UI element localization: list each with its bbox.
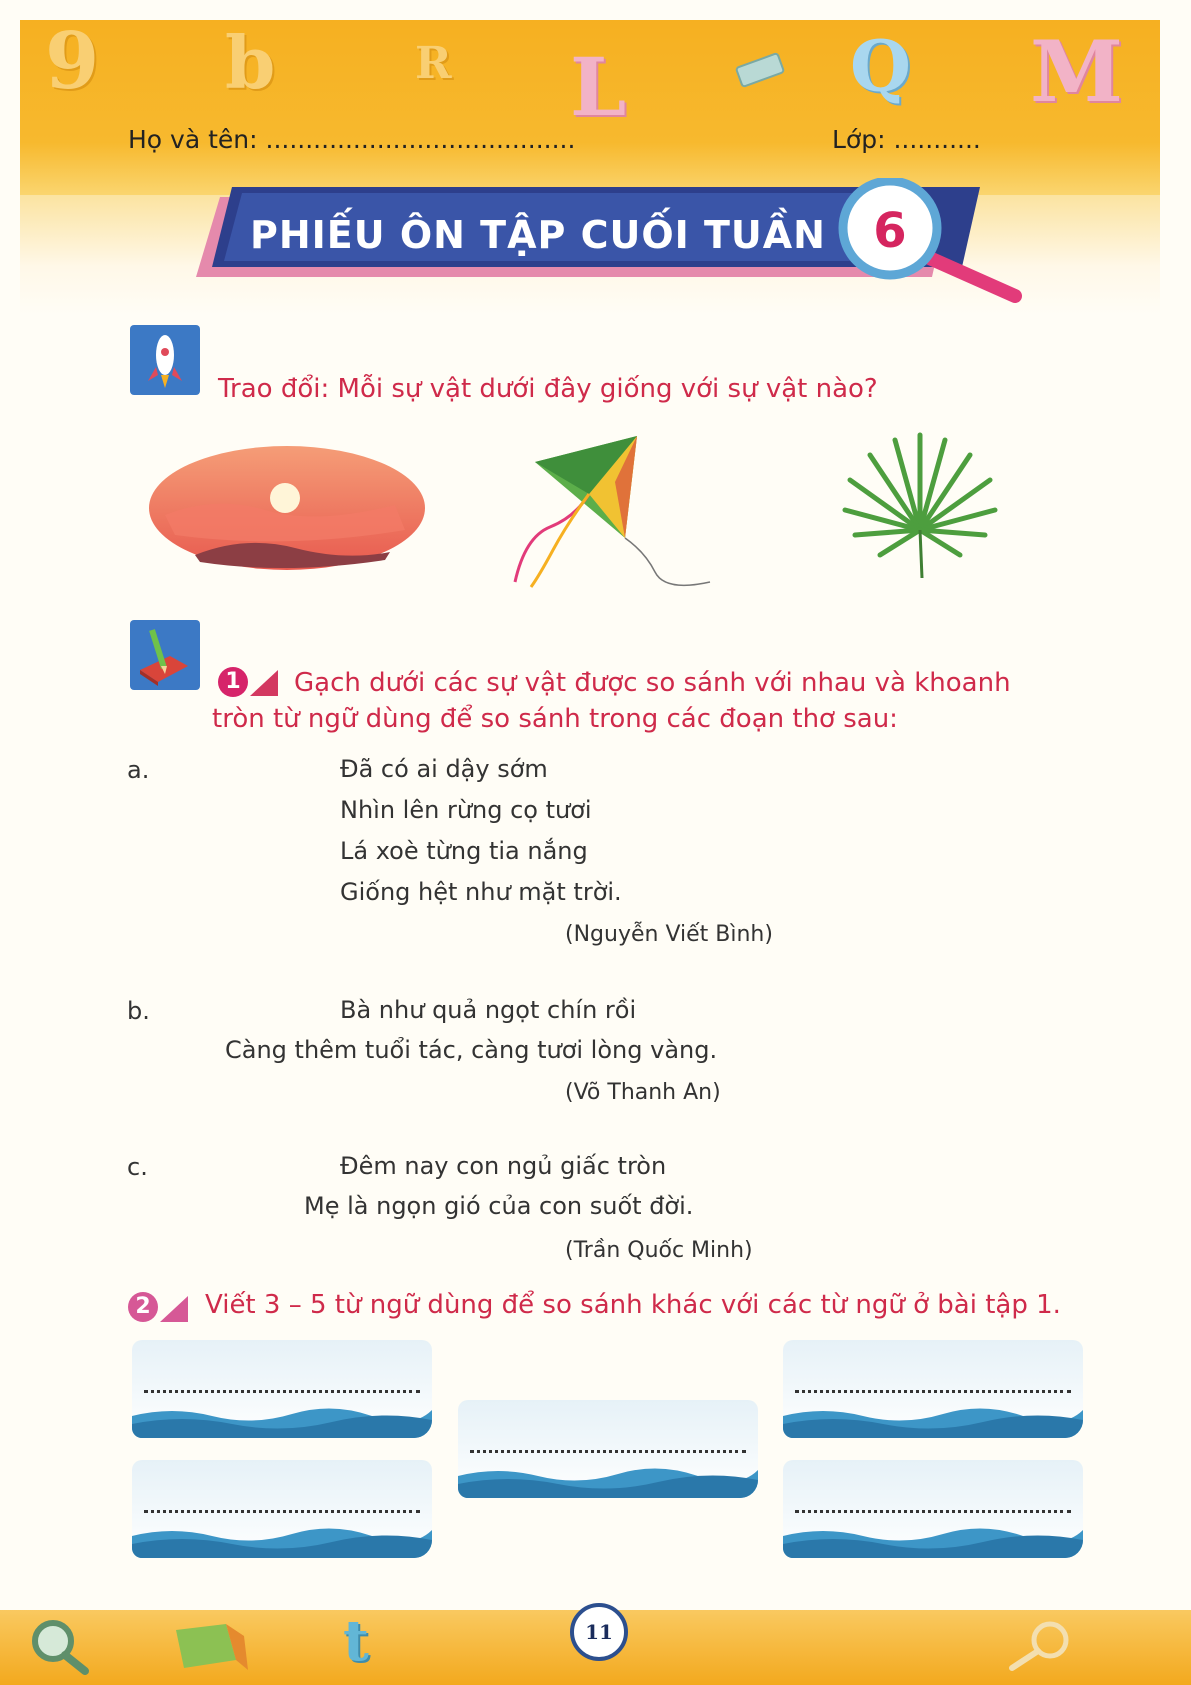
discussion-heading: Trao đổi: Mỗi sự vật dưới đây giống với sự vật nào? bbox=[218, 374, 878, 404]
eraser-footer-icon bbox=[170, 1618, 250, 1678]
part-a-label: a. bbox=[127, 756, 150, 784]
part-b-poem-line-2: Càng thêm tuổi tác, càng tươi lòng vàng. bbox=[225, 1036, 718, 1064]
part-a-author: (Nguyễn Viết Bình) bbox=[565, 922, 773, 947]
answer-box-3[interactable] bbox=[458, 1400, 758, 1498]
pencil-book-icon bbox=[130, 620, 200, 690]
poem-line: Đã có ai dậy sớm bbox=[340, 755, 548, 783]
decor-letter-9: 9 bbox=[45, 16, 100, 107]
answer-box-4[interactable] bbox=[783, 1340, 1083, 1438]
worksheet-title: PHIẾU ÔN TẬP CUỐI TUẦN bbox=[250, 213, 826, 257]
magnifier-outline-icon bbox=[1000, 1618, 1080, 1673]
part-c-poem-line-1: Đêm nay con ngủ giấc tròn bbox=[340, 1152, 667, 1180]
answer-box-5[interactable] bbox=[783, 1460, 1083, 1558]
magnifier-footer-icon bbox=[25, 1615, 95, 1675]
footer-letter-t: t bbox=[343, 1608, 369, 1674]
exercise-1-number: 1 bbox=[218, 667, 248, 697]
decor-letter-l: L bbox=[570, 40, 627, 134]
part-c-author: (Trần Quốc Minh) bbox=[565, 1238, 753, 1263]
worksheet-number: 6 bbox=[873, 203, 907, 259]
eraser-icon bbox=[730, 50, 790, 90]
name-field[interactable]: Họ và tên: ....................................... bbox=[128, 125, 576, 154]
exercise-2-flag bbox=[160, 1296, 188, 1322]
exercise-1-line-1: Gạch dưới các sự vật được so sánh với nhau và khoanh bbox=[294, 668, 1011, 698]
rocket-icon bbox=[130, 325, 200, 395]
page-number: 11 bbox=[570, 1603, 628, 1661]
answer-box-1[interactable] bbox=[132, 1340, 432, 1438]
poem-line: Nhìn lên rừng cọ tươi bbox=[340, 796, 592, 824]
poem-line: Lá xoè từng tia nắng bbox=[340, 837, 588, 865]
part-b-poem-line-1: Bà như quả ngọt chín rồi bbox=[340, 996, 637, 1024]
kite-image bbox=[505, 432, 715, 592]
decor-letter-q: Q bbox=[850, 25, 911, 108]
class-field[interactable]: Lớp: ........... bbox=[832, 125, 981, 154]
sunset-image bbox=[145, 440, 430, 575]
exercise-1-line-2: tròn từ ngữ dùng để so sánh trong các đoạn thơ sau: bbox=[212, 704, 898, 734]
answer-box-2[interactable] bbox=[132, 1460, 432, 1558]
palm-leaf-image bbox=[840, 430, 1000, 580]
part-b-label: b. bbox=[127, 997, 150, 1025]
decor-letter-r: R bbox=[415, 38, 452, 89]
poem-line: Giống hệt như mặt trời. bbox=[340, 878, 622, 906]
decor-letter-m: M bbox=[1030, 22, 1123, 121]
exercise-2-number: 2 bbox=[128, 1292, 158, 1322]
decor-letter-b: b bbox=[225, 20, 276, 105]
exercise-2-instruction: Viết 3 – 5 từ ngữ dùng để so sánh khác với các từ ngữ ở bài tập 1. bbox=[205, 1290, 1061, 1320]
part-c-poem-line-2: Mẹ là ngọn gió của con suốt đời. bbox=[304, 1192, 694, 1220]
exercise-1-flag bbox=[250, 670, 278, 696]
part-a-poem bbox=[340, 749, 622, 913]
part-c-label: c. bbox=[127, 1153, 148, 1181]
part-b-author: (Võ Thanh An) bbox=[565, 1080, 721, 1105]
